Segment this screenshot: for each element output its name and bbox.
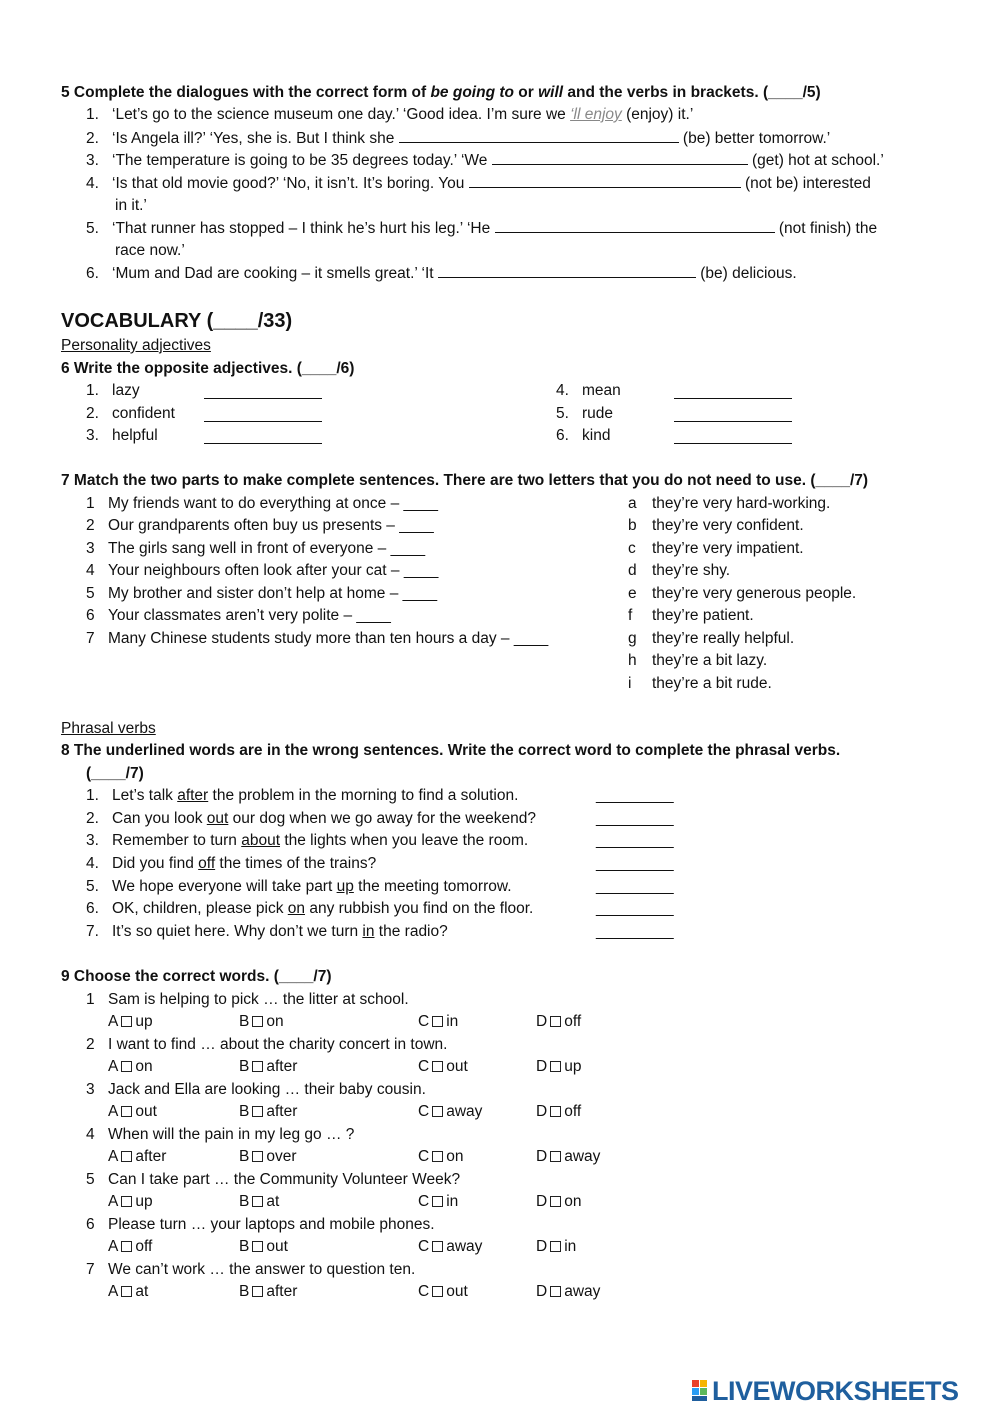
ex7-right-item: g they’re really helpful.	[628, 630, 795, 647]
ex9-question: 7 We can’t work … the answer to question ten.	[86, 1261, 416, 1278]
answer-blank[interactable]	[204, 384, 322, 399]
ex5-item-6: 6. ‘Mum and Dad are cooking – it smells great.’ ‘It (be) delicious.	[86, 265, 797, 282]
ex9-option[interactable]: D off	[536, 1103, 582, 1120]
ex6-heading: 6 Write the opposite adjectives. (____/6)	[61, 360, 355, 377]
checkbox-icon[interactable]	[121, 1106, 132, 1117]
answer-blank[interactable]	[399, 128, 679, 143]
ex8-item: 7. It’s so quiet here. Why don’t we turn in the radio?	[86, 923, 448, 940]
ex8-heading: 8 The underlined words are in the wrong sentences. Write the correct word to complete the phrasal verbs.	[61, 742, 841, 759]
ex7-right-item: i they’re a bit rude.	[628, 675, 772, 692]
checkbox-icon[interactable]	[121, 1061, 132, 1072]
ex7-right-item: e they’re very generous people.	[628, 585, 857, 602]
ex9-question: 6 Please turn … your laptops and mobile phones.	[86, 1216, 435, 1233]
checkbox-icon[interactable]	[432, 1151, 443, 1162]
checkbox-icon[interactable]	[550, 1286, 561, 1297]
answer-blank[interactable]: _________	[596, 810, 674, 827]
vocabulary-title: VOCABULARY (____/33)	[61, 310, 293, 332]
ex7-left-item: 7 Many Chinese students study more than ten hours a day – ____	[86, 630, 549, 647]
checkbox-icon[interactable]	[550, 1196, 561, 1207]
ex9-question: 1 Sam is helping to pick … the litter at school.	[86, 991, 409, 1008]
ex9-option[interactable]: D on	[536, 1193, 582, 1210]
answer-blank[interactable]	[492, 150, 748, 165]
ex8-item: 3. Remember to turn about the lights when you leave the room.	[86, 832, 529, 849]
answer-blank[interactable]: _________	[596, 900, 674, 917]
checkbox-icon[interactable]	[432, 1016, 443, 1027]
ex9-option[interactable]: D in	[536, 1238, 577, 1255]
checkbox-icon[interactable]	[252, 1151, 263, 1162]
answer-blank[interactable]: _________	[596, 878, 674, 895]
ex7-right-item: d they’re shy.	[628, 562, 731, 579]
answer-blank[interactable]	[495, 218, 775, 233]
ex9-option[interactable]: D away	[536, 1283, 601, 1300]
ex9-option[interactable]: B at	[239, 1193, 280, 1210]
ex5-item-5: 5. ‘That runner has stopped – I think he’s hurt his leg.’ ‘He (not finish) the	[86, 220, 878, 237]
ex5-item-4: 4. ‘Is that old movie good?’ ‘No, it isn’t. It’s boring. You (not be) interested	[86, 175, 871, 192]
checkbox-icon[interactable]	[252, 1241, 263, 1252]
checkbox-icon[interactable]	[121, 1196, 132, 1207]
checkbox-icon[interactable]	[121, 1151, 132, 1162]
ex9-option[interactable]: A on	[108, 1058, 153, 1075]
personality-adjectives-subtitle: Personality adjectives	[61, 337, 211, 354]
checkbox-icon[interactable]	[121, 1286, 132, 1297]
ex7-right-item: c they’re very impatient.	[628, 540, 804, 557]
ex9-option[interactable]: A after	[108, 1148, 167, 1165]
checkbox-icon[interactable]	[252, 1286, 263, 1297]
phrasal-verbs-subtitle: Phrasal verbs	[61, 720, 156, 737]
ex7-right-item: h they’re a bit lazy.	[628, 652, 768, 669]
ex5-item-5-cont: race now.’	[115, 242, 185, 259]
ex7-right-item: a they’re very hard-working.	[628, 495, 831, 512]
checkbox-icon[interactable]	[432, 1196, 443, 1207]
ex8-item: 2. Can you look out our dog when we go away for the weekend?	[86, 810, 536, 827]
ex5-answer-example: ‘ll enjoy	[570, 106, 622, 123]
ex9-option[interactable]: D up	[536, 1058, 582, 1075]
ex6-item-5: 5. rude	[556, 405, 614, 422]
ex9-option[interactable]: C in	[418, 1013, 459, 1030]
ex9-option[interactable]: A up	[108, 1193, 153, 1210]
ex8-item: 1. Let’s talk after the problem in the morning to find a solution.	[86, 787, 519, 804]
ex5-item-3: 3. ‘The temperature is going to be 35 degrees today.’ ‘We (get) hot at school.’	[86, 152, 884, 169]
ex9-option[interactable]: B after	[239, 1103, 298, 1120]
ex8-item: 4. Did you find off the times of the trains?	[86, 855, 377, 872]
ex9-question: 2 I want to find … about the charity concert in town.	[86, 1036, 448, 1053]
ex6-item-2: 2. confident	[86, 405, 175, 422]
ex9-question: 4 When will the pain in my leg go … ?	[86, 1126, 355, 1143]
checkbox-icon[interactable]	[550, 1241, 561, 1252]
ex9-option[interactable]: C in	[418, 1193, 459, 1210]
ex9-option[interactable]: C away	[418, 1103, 483, 1120]
ex7-left-item: 3 The girls sang well in front of everyone – ____	[86, 540, 426, 557]
checkbox-icon[interactable]	[432, 1241, 443, 1252]
ex7-left-item: 5 My brother and sister don’t help at home – ____	[86, 585, 438, 602]
answer-blank[interactable]	[438, 263, 696, 278]
ex9-option[interactable]: B after	[239, 1283, 298, 1300]
ex5-item-1: 1. ‘Let’s go to the science museum one day.’ ‘Good idea. I’m sure we ‘ll enjoy (enjoy) it.’	[86, 106, 694, 123]
ex6-item-4: 4. mean	[556, 382, 621, 399]
ex6-item-6: 6. kind	[556, 427, 611, 444]
checkbox-icon[interactable]	[432, 1061, 443, 1072]
checkbox-icon[interactable]	[550, 1151, 561, 1162]
ex7-left-item: 4 Your neighbours often look after your cat – ____	[86, 562, 439, 579]
ex9-option[interactable]: D off	[536, 1013, 582, 1030]
answer-blank[interactable]	[674, 429, 792, 444]
ex9-option[interactable]: B on	[239, 1013, 284, 1030]
checkbox-icon[interactable]	[550, 1016, 561, 1027]
answer-blank[interactable]	[469, 173, 741, 188]
ex6-item-1: 1. lazy	[86, 382, 140, 399]
ex7-left-item: 2 Our grandparents often buy us presents – ____	[86, 517, 434, 534]
ex9-option[interactable]: A off	[108, 1238, 153, 1255]
checkbox-icon[interactable]	[432, 1106, 443, 1117]
checkbox-icon[interactable]	[252, 1016, 263, 1027]
ex5-item-2: 2. ‘Is Angela ill?’ ‘Yes, she is. But I think she (be) better tomorrow.’	[86, 130, 831, 147]
ex9-option[interactable]: B out	[239, 1238, 288, 1255]
checkbox-icon[interactable]	[121, 1016, 132, 1027]
ex9-option[interactable]: B after	[239, 1058, 298, 1075]
ex5-item-4-cont: in it.’	[115, 197, 147, 214]
answer-blank[interactable]: _________	[596, 832, 674, 849]
ex8-score: (____/7)	[86, 765, 144, 782]
ex7-right-item: b they’re very confident.	[628, 517, 804, 534]
ex7-heading: 7 Match the two parts to make complete sentences. There are two letters that you do not need to use. (____/7)	[61, 472, 869, 489]
answer-blank[interactable]	[204, 407, 322, 422]
ex8-item: 6. OK, children, please pick on any rubbish you find on the floor.	[86, 900, 534, 917]
ex9-option[interactable]: C away	[418, 1238, 483, 1255]
ex7-left-item: 6 Your classmates aren’t very polite – ____	[86, 607, 391, 624]
checkbox-icon[interactable]	[252, 1106, 263, 1117]
checkbox-icon[interactable]	[550, 1106, 561, 1117]
ex9-heading: 9 Choose the correct words. (____/7)	[61, 968, 332, 985]
ex6-item-3: 3. helpful	[86, 427, 158, 444]
ex9-option[interactable]: D away	[536, 1148, 601, 1165]
checkbox-icon[interactable]	[550, 1061, 561, 1072]
answer-blank[interactable]: _________	[596, 923, 674, 940]
ex9-option[interactable]: A at	[108, 1283, 149, 1300]
answer-blank[interactable]: _________	[596, 787, 674, 804]
ex9-option[interactable]: A up	[108, 1013, 153, 1030]
ex9-option[interactable]: C out	[418, 1058, 468, 1075]
checkbox-icon[interactable]	[252, 1061, 263, 1072]
ex9-question: 5 Can I take part … the Community Volunteer Week?	[86, 1171, 461, 1188]
logo-grid-icon	[692, 1380, 708, 1402]
ex7-left-item: 1 My friends want to do everything at once – ____	[86, 495, 439, 512]
ex5-heading: 5 Complete the dialogues with the correct form of be going to or will and the verbs in brackets. (____/5)	[61, 84, 821, 101]
ex9-option[interactable]: C on	[418, 1148, 464, 1165]
checkbox-icon[interactable]	[121, 1241, 132, 1252]
answer-blank[interactable]	[204, 429, 322, 444]
ex9-question: 3 Jack and Ella are looking … their baby cousin.	[86, 1081, 426, 1098]
ex7-right-item: f they’re patient.	[628, 607, 754, 624]
answer-blank[interactable]: _________	[596, 855, 674, 872]
logo-text: LIVEWORKSHEETS	[712, 1376, 959, 1406]
answer-blank[interactable]	[674, 384, 792, 399]
ex9-option[interactable]: C out	[418, 1283, 468, 1300]
ex9-option[interactable]: B over	[239, 1148, 297, 1165]
ex9-option[interactable]: A out	[108, 1103, 157, 1120]
ex8-item: 5. We hope everyone will take part up the meeting tomorrow.	[86, 878, 512, 895]
checkbox-icon[interactable]	[252, 1196, 263, 1207]
answer-blank[interactable]	[674, 407, 792, 422]
checkbox-icon[interactable]	[432, 1286, 443, 1297]
